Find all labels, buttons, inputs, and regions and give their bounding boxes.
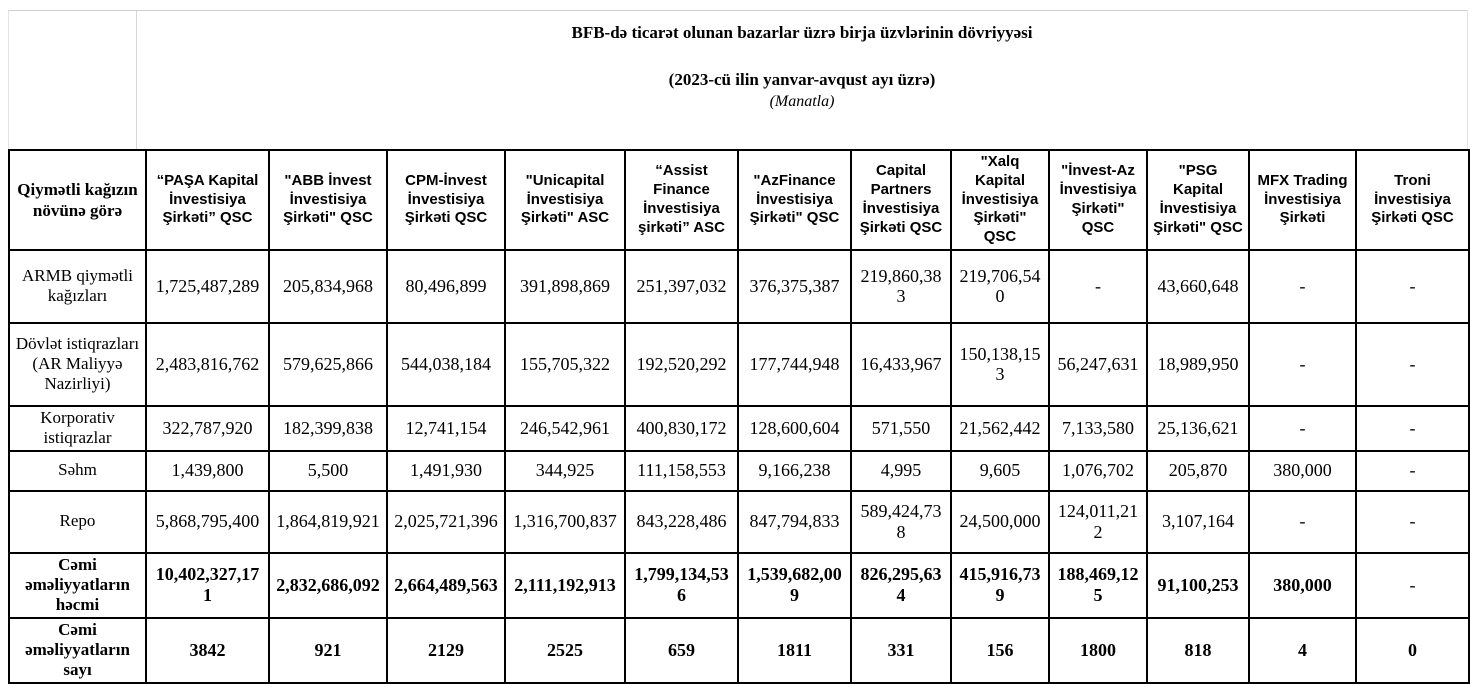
value-cell: 80,496,899 xyxy=(387,250,505,323)
value-cell: 376,375,387 xyxy=(738,250,851,323)
value-cell: 91,100,253 xyxy=(1147,553,1249,618)
value-cell: 3842 xyxy=(146,618,269,683)
value-cell: 21,562,442 xyxy=(951,406,1049,451)
column-header-company: “PAŞA Kapital İnvestisiya Şirkəti” QSC xyxy=(146,150,269,250)
column-header-company: "Unicapital İnvestisiya Şirkəti" ASC xyxy=(505,150,625,250)
value-cell: 205,834,968 xyxy=(269,250,387,323)
value-cell: 921 xyxy=(269,618,387,683)
value-cell: 12,741,154 xyxy=(387,406,505,451)
report-sheet xyxy=(8,10,1468,684)
value-cell: 2,111,192,913 xyxy=(505,553,625,618)
column-header-company: "AzFinance İnvestisiya Şirkəti" QSC xyxy=(738,150,851,250)
value-cell: 2129 xyxy=(387,618,505,683)
value-cell: 843,228,486 xyxy=(625,491,738,553)
value-cell: - xyxy=(1356,451,1469,491)
turnover-table xyxy=(8,149,1470,684)
value-cell: 322,787,920 xyxy=(146,406,269,451)
value-cell: - xyxy=(1356,491,1469,553)
value-cell: 10,402,327,171 xyxy=(146,553,269,618)
value-cell: 1811 xyxy=(738,618,851,683)
table-row xyxy=(9,491,1469,553)
value-cell: 1,316,700,837 xyxy=(505,491,625,553)
value-cell: 246,542,961 xyxy=(505,406,625,451)
value-cell: - xyxy=(1356,553,1469,618)
column-header-company: "Xalq Kapital İnvestisiya Şirkəti" QSC xyxy=(951,150,1049,250)
row-label: Cəmi əməliyyatların sayı xyxy=(9,618,146,683)
value-cell: 7,133,580 xyxy=(1049,406,1147,451)
table-header-row xyxy=(9,150,1469,250)
value-cell: 9,605 xyxy=(951,451,1049,491)
value-cell: 0 xyxy=(1356,618,1469,683)
value-cell: 25,136,621 xyxy=(1147,406,1249,451)
value-cell: 43,660,648 xyxy=(1147,250,1249,323)
table-row xyxy=(9,250,1469,323)
value-cell: 826,295,634 xyxy=(851,553,951,618)
value-cell: 155,705,322 xyxy=(505,323,625,406)
value-cell: - xyxy=(1249,406,1356,451)
value-cell: 1,799,134,536 xyxy=(625,553,738,618)
report-subtitle: (2023-cü ilin yanvar-avqust ayı üzrə) xyxy=(668,70,936,89)
value-cell: 192,520,292 xyxy=(625,323,738,406)
row-label: Səhm xyxy=(9,451,146,491)
value-cell: 177,744,948 xyxy=(738,323,851,406)
value-cell: 589,424,738 xyxy=(851,491,951,553)
column-header-company: "ABB İnvest İnvestisiya Şirkəti" QSC xyxy=(269,150,387,250)
table-row xyxy=(9,406,1469,451)
report-currency-note: (Manatla) xyxy=(769,93,835,110)
value-cell: 156 xyxy=(951,618,1049,683)
value-cell: 56,247,631 xyxy=(1049,323,1147,406)
table-row xyxy=(9,618,1469,683)
value-cell: 818 xyxy=(1147,618,1249,683)
value-cell: 1800 xyxy=(1049,618,1147,683)
value-cell: 251,397,032 xyxy=(625,250,738,323)
value-cell: 219,706,540 xyxy=(951,250,1049,323)
value-cell: 380,000 xyxy=(1249,451,1356,491)
value-cell: 24,500,000 xyxy=(951,491,1049,553)
column-header-company: MFX Trading İnvestisiya Şirkəti xyxy=(1249,150,1356,250)
value-cell: 5,868,795,400 xyxy=(146,491,269,553)
value-cell: - xyxy=(1049,250,1147,323)
value-cell: 2,025,721,396 xyxy=(387,491,505,553)
column-header-company: Troni İnvestisiya Şirkəti QSC xyxy=(1356,150,1469,250)
value-cell: 219,860,383 xyxy=(851,250,951,323)
row-label: Dövlət istiqrazları (AR Maliyyə Nazirliyi) xyxy=(9,323,146,406)
value-cell: 2,664,489,563 xyxy=(387,553,505,618)
column-header-company: Capital Partners İnvestisiya Şirkəti QSC xyxy=(851,150,951,250)
row-label: Korporativ istiqrazlar xyxy=(9,406,146,451)
value-cell: - xyxy=(1356,250,1469,323)
table-row xyxy=(9,553,1469,618)
value-cell: 1,725,487,289 xyxy=(146,250,269,323)
value-cell: - xyxy=(1356,323,1469,406)
value-cell: 111,158,553 xyxy=(625,451,738,491)
value-cell: 1,864,819,921 xyxy=(269,491,387,553)
value-cell: 2,483,816,762 xyxy=(146,323,269,406)
value-cell: 128,600,604 xyxy=(738,406,851,451)
value-cell: 2,832,686,092 xyxy=(269,553,387,618)
value-cell: 847,794,833 xyxy=(738,491,851,553)
report-title: BFB-də ticarət olunan bazarlar üzrə birja üzvlərinin dövriyyəsi xyxy=(571,23,1033,42)
value-cell: 182,399,838 xyxy=(269,406,387,451)
value-cell: 579,625,866 xyxy=(269,323,387,406)
value-cell: 4 xyxy=(1249,618,1356,683)
value-cell: 9,166,238 xyxy=(738,451,851,491)
value-cell: - xyxy=(1249,491,1356,553)
value-cell: 150,138,153 xyxy=(951,323,1049,406)
value-cell: 544,038,184 xyxy=(387,323,505,406)
value-cell: 400,830,172 xyxy=(625,406,738,451)
value-cell: 16,433,967 xyxy=(851,323,951,406)
value-cell: 1,491,930 xyxy=(387,451,505,491)
value-cell: 3,107,164 xyxy=(1147,491,1249,553)
value-cell: 188,469,125 xyxy=(1049,553,1147,618)
value-cell: 380,000 xyxy=(1249,553,1356,618)
row-label: Cəmi əməliyyatların həcmi xyxy=(9,553,146,618)
row-label: Repo xyxy=(9,491,146,553)
value-cell: 1,076,702 xyxy=(1049,451,1147,491)
value-cell: 659 xyxy=(625,618,738,683)
value-cell: 2525 xyxy=(505,618,625,683)
value-cell: 344,925 xyxy=(505,451,625,491)
value-cell: 18,989,950 xyxy=(1147,323,1249,406)
value-cell: - xyxy=(1249,323,1356,406)
column-header-company: "PSG Kapital İnvestisiya Şirkəti" QSC xyxy=(1147,150,1249,250)
table-row xyxy=(9,451,1469,491)
row-label: ARMB qiymətli kağızları xyxy=(9,250,146,323)
value-cell: 415,916,739 xyxy=(951,553,1049,618)
value-cell: 4,995 xyxy=(851,451,951,491)
value-cell: 331 xyxy=(851,618,951,683)
value-cell: 391,898,869 xyxy=(505,250,625,323)
value-cell: - xyxy=(1249,250,1356,323)
column-header-company: "İnvest-Az İnvestisiya Şirkəti" QSC xyxy=(1049,150,1147,250)
value-cell: 5,500 xyxy=(269,451,387,491)
column-header-company: “Assist Finance İnvestisiya şirkəti” ASC xyxy=(625,150,738,250)
table-row xyxy=(9,323,1469,406)
column-header-security-type: Qiymətli kağızın növünə görə xyxy=(9,150,146,250)
title-left-spacer xyxy=(9,11,137,149)
title-block xyxy=(8,10,1468,149)
value-cell: 1,439,800 xyxy=(146,451,269,491)
value-cell: - xyxy=(1356,406,1469,451)
value-cell: 1,539,682,009 xyxy=(738,553,851,618)
value-cell: 571,550 xyxy=(851,406,951,451)
title-main xyxy=(137,11,1467,149)
value-cell: 124,011,212 xyxy=(1049,491,1147,553)
column-header-company: CPM-İnvest İnvestisiya Şirkəti QSC xyxy=(387,150,505,250)
value-cell: 205,870 xyxy=(1147,451,1249,491)
